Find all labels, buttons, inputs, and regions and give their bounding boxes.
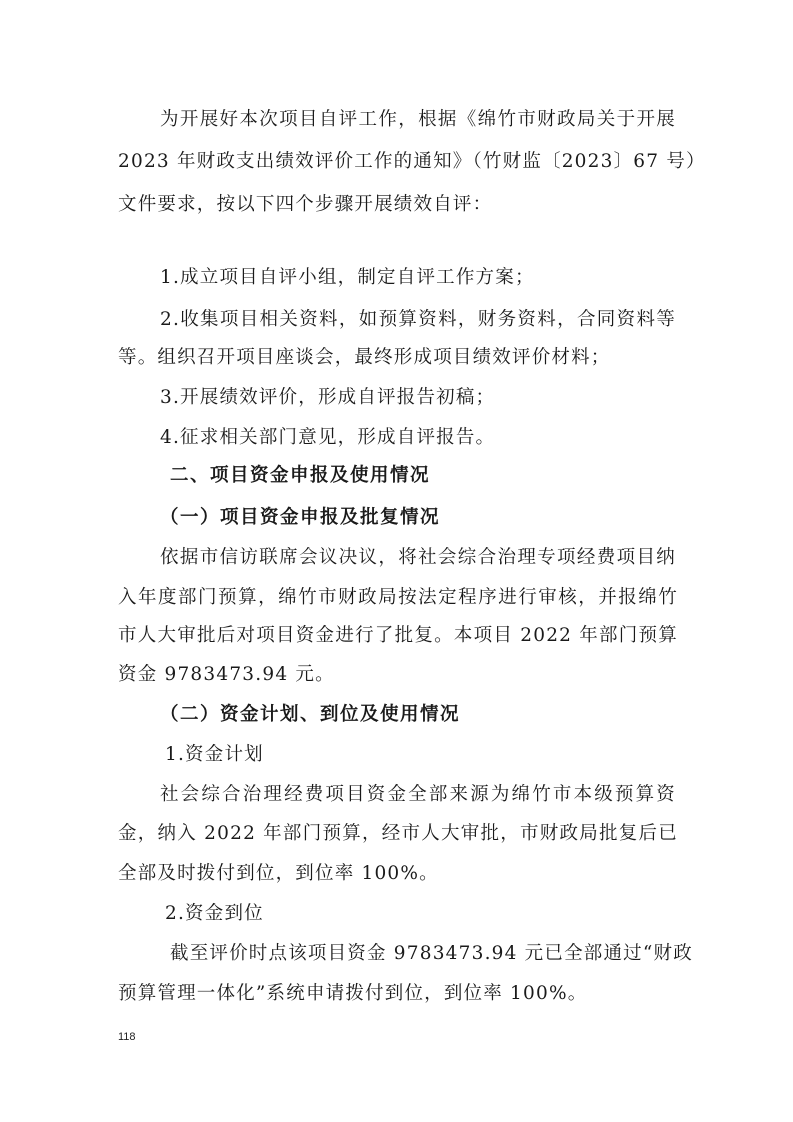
funding-plan-paragraph-line-2: 金，纳入 2022 年部门预算，经市人大审批，市财政局批复后已 [118,823,678,844]
funding-approval-paragraph-line-1: 依据市信访联席会议决议，将社会综合治理专项经费项目纳 [160,547,676,568]
subsection-heading-2: （二）资金计划、到位及使用情况 [160,704,461,725]
intro-paragraph-line-1: 为开展好本次项目自评工作，根据《绵竹市财政局关于开展 [160,109,676,130]
funding-approval-paragraph-line-3: 市人大审批后对项目资金进行了批复。本项目 2022 年部门预算 [118,625,678,646]
funding-arrival-label: 2.资金到位 [165,903,264,924]
funding-arrival-paragraph-line-2: 预算管理一体化”系统申请拨付到位，到位率 100%。 [118,983,588,1004]
step-2-text-line-2: 等。组织召开项目座谈会，最终形成项目绩效评价材料； [118,347,611,368]
funding-plan-label: 1.资金计划 [165,744,264,765]
funding-arrival-paragraph-line-1: 截至评价时点该项目资金 9783473.94 元已全部通过“财政 [170,943,693,964]
subsection-heading-1: （一）项目资金申报及批复情况 [160,507,441,528]
step-1-text: 1.成立项目自评小组，制定自评工作方案； [160,267,535,288]
step-2-text-line-1: 2.收集项目相关资料，如预算资料，财务资料，合同资料等 [160,309,676,330]
funding-plan-paragraph-line-3: 全部及时拨付到位，到位率 100%。 [118,863,439,884]
page-number: 118 [118,1031,136,1043]
funding-approval-paragraph-line-2: 入年度部门预算，绵竹市财政局按法定程序进行审核，并报绵竹 [118,587,678,608]
funding-approval-paragraph-line-4: 资金 9783473.94 元。 [118,664,335,685]
intro-paragraph-line-2: 2023 年财政支出绩效评价工作的通知》（竹财监〔2023〕67 号） [118,151,706,172]
step-4-text: 4.征求相关部门意见，形成自评报告。 [160,427,496,448]
intro-paragraph-line-3: 文件要求，按以下四个步骤开展绩效自评： [118,194,493,215]
step-3-text: 3.开展绩效评价，形成自评报告初稿； [160,387,496,408]
section-heading-2: 二、项目资金申报及使用情况 [170,465,431,486]
funding-plan-paragraph-line-1: 社会综合治理经费项目资金全部来源为绵竹市本级预算资 [160,784,676,805]
